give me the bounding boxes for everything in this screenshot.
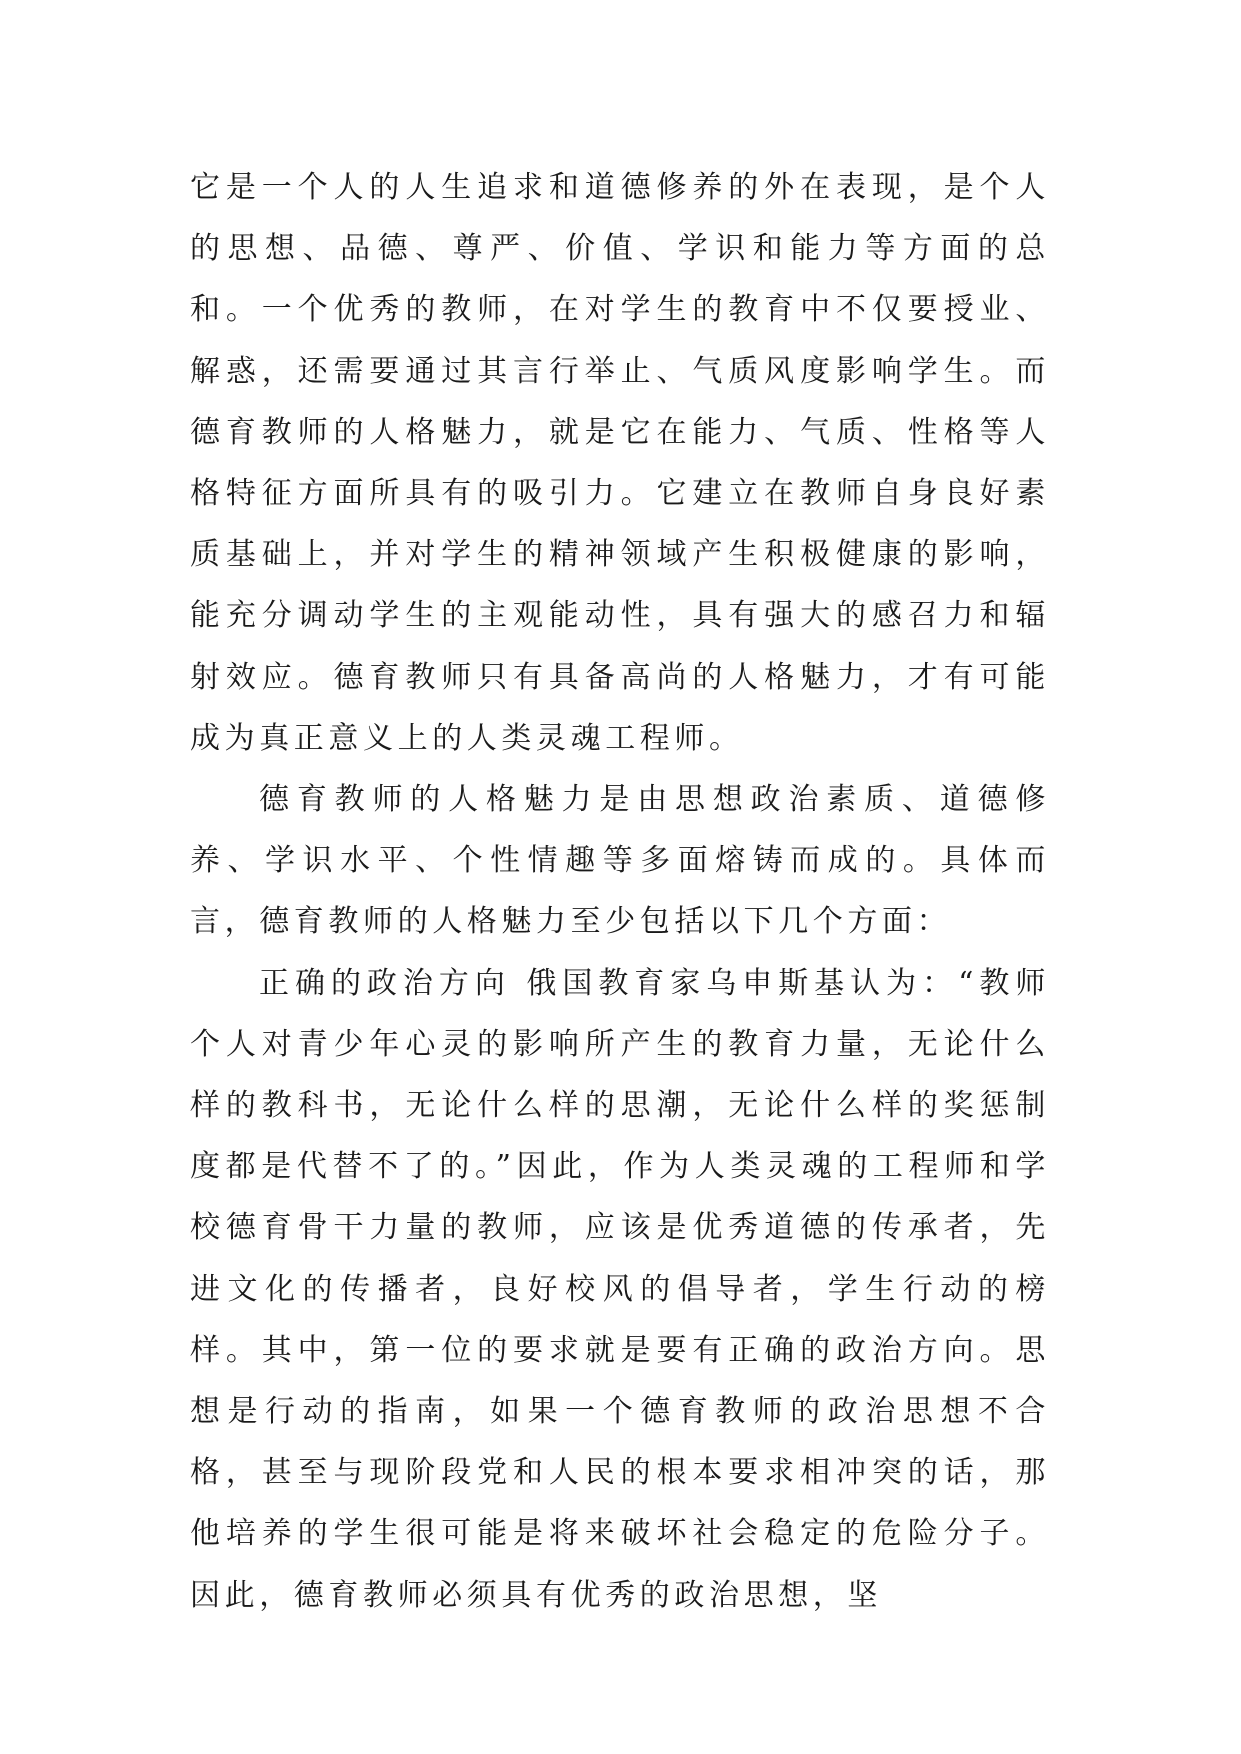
paragraph-2: 德育教师的人格魅力是由思想政治素质、道德修养、学识水平、个性情趣等多面熔铸而成的。具体而言，德育教师的人格魅力至少包括以下几个方面：: [190, 782, 1050, 940]
body-text: [190, 157, 1050, 1626]
paragraph-3: 正确的政治方向 俄国教育家乌申斯基认为：“教师个人对青少年心灵的影响所产生的教育力量，无论什么样的教科书，无论什么样的思潮，无论什么样的奖惩制度都是代替不了的。”因此，作为人类灵魂的工程师和学校德育骨干力量的教师，应该是优秀道德的传承者，先进文化的传播者，良好校风的倡导者，学生行动的榜样。其中，第一位的要求就是要有正确的政治方向。思想是行动的指南，如果一个德育教师的政治思想不合格，甚至与现阶段党和人民的根本要求相冲突的话，那他培养的学生很可能是将来破坏社会稳定的危险分子。因此，德育教师必须具有优秀的政治思想，坚: [190, 965, 1050, 1613]
paragraph-1: 它是一个人的人生追求和道德修养的外在表现，是个人的思想、品德、尊严、价值、学识和能力等方面的总和。一个优秀的教师，在对学生的教育中不仅要授业、解惑，还需要通过其言行举止、气质风度影响学生。而德育教师的人格魅力，就是它在能力、气质、性格等人格特征方面所具有的吸引力。它建立在教师自身良好素质基础上，并对学生的精神领域产生积极健康的影响，能充分调动学生的主观能动性，具有强大的感召力和辐射效应。德育教师只有具备高尚的人格魅力，才有可能成为真正意义上的人类灵魂工程师。: [190, 170, 1050, 756]
